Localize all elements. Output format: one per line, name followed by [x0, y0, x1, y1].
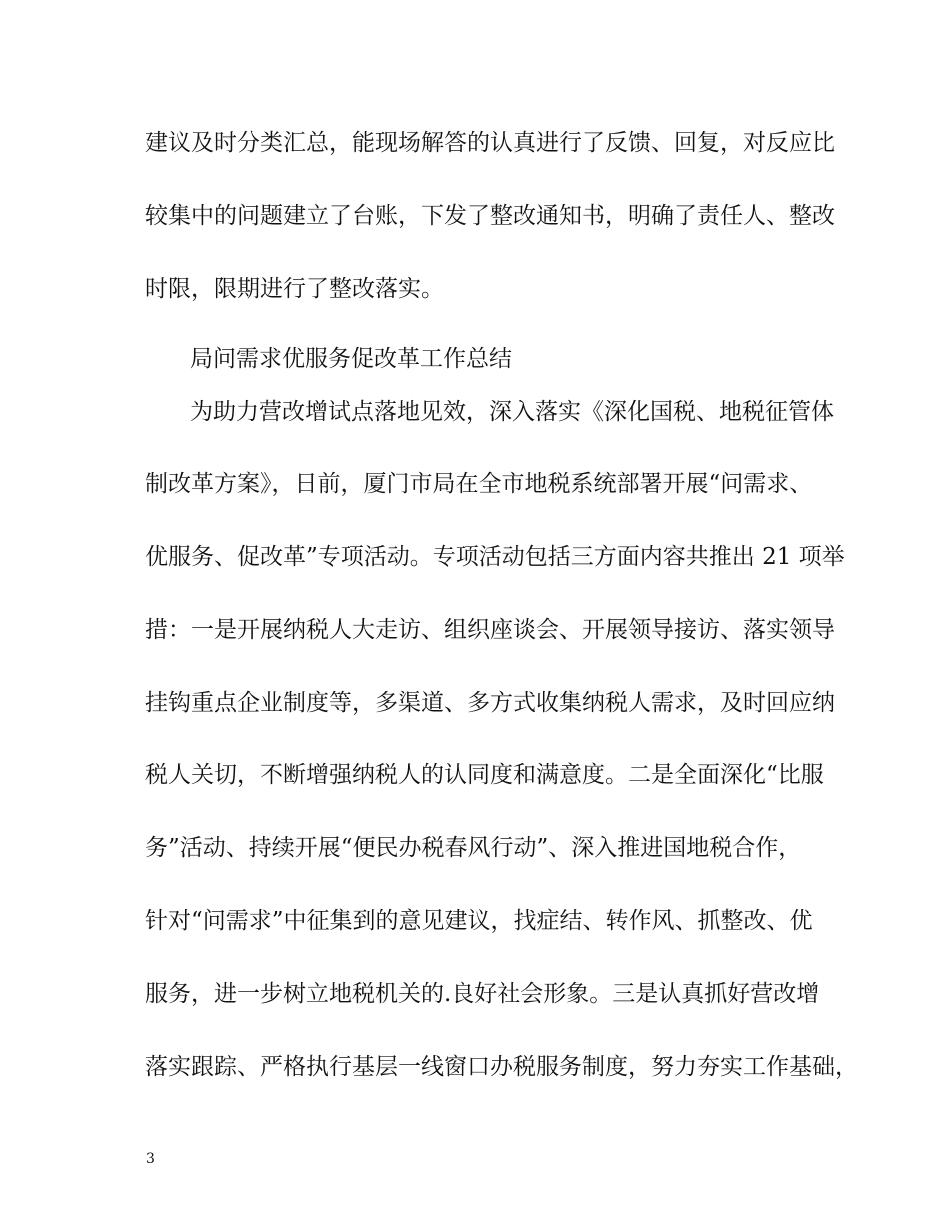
paragraph-line: 优服务、促改革”专项活动。专项活动包括三方面内容共推出 21 项举 [145, 544, 845, 570]
section-heading: 局问需求优服务促改革工作总结 [190, 346, 512, 372]
paragraph-line: 为助力营改增试点落地见效，深入落实《深化国税、地税征管体 [190, 399, 834, 425]
paragraph-line: 针对“问需求”中征集到的意见建议，找症结、转作风、抓整改、优 [145, 908, 813, 934]
paragraph-line: 落实跟踪、严格执行基层一线窗口办税服务制度，努力夯实工作基础， [145, 1054, 858, 1080]
paragraph-line: 务”活动、持续开展“便民办税春风行动”、深入推进国地税合作， [145, 835, 802, 861]
paragraph-line: 时限，限期进行了整改落实。 [145, 276, 444, 302]
paragraph-line: 制改革方案》，日前，厦门市局在全市地税系统部署开展“问需求、 [145, 471, 813, 497]
paragraph-line: 挂钩重点企业制度等，多渠道、多方式收集纳税人需求，及时回应纳 [145, 690, 835, 716]
paragraph-line: 服务，进一步树立地税机关的.良好社会形象。三是认真抓好营改增 [145, 981, 820, 1007]
page-number: 3 [146, 1151, 155, 1167]
paragraph-line: 较集中的问题建立了台账，下发了整改通知书，明确了责任人、整改 [145, 203, 835, 229]
paragraph-line: 建议及时分类汇总，能现场解答的认真进行了反馈、回复，对反应比 [145, 130, 835, 156]
paragraph-line: 措：一是开展纳税人大走访、组织座谈会、开展领导接访、落实领导 [145, 617, 835, 643]
paragraph-line: 税人关切，不断增强纳税人的认同度和满意度。二是全面深化“比服 [145, 762, 824, 788]
